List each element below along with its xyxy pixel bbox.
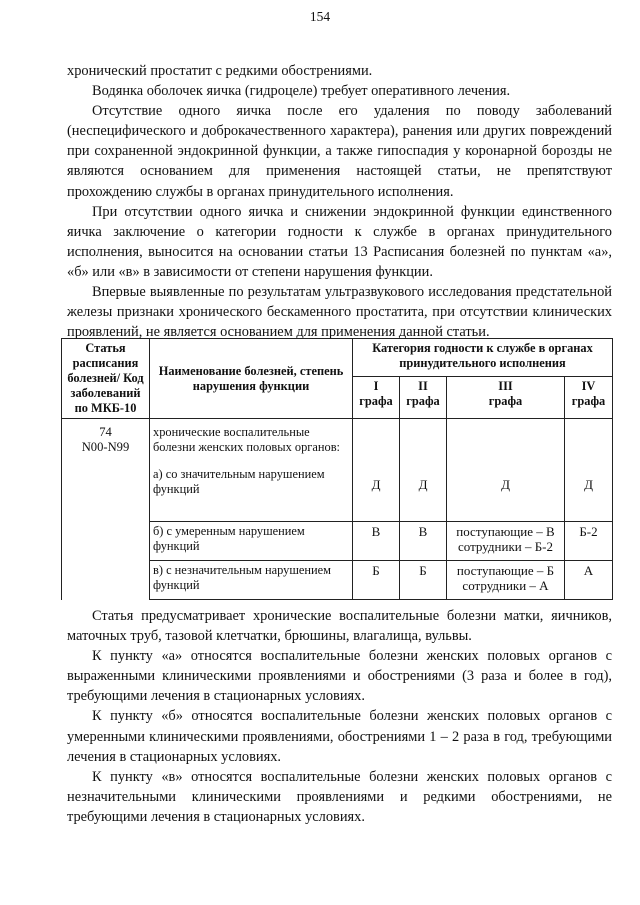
header-category: Категория годности к службе в органах принудительного исполнения: [353, 339, 613, 377]
grade-b-2: В: [400, 522, 447, 561]
header-article-code: Статья расписания болезней/ Код заболеваний по МКБ-10: [62, 339, 150, 419]
grade-a-3: Д: [447, 419, 565, 522]
article-number: 74: [99, 425, 112, 439]
top-text: [67, 61, 612, 342]
icd-code: N00-N99: [81, 440, 130, 454]
paragraph-4: При отсутствии одного яичка и снижении эндокринной функции единственного яичка заключение о категории годности к службе в органах принудительного исполнения, выносится на основании статьи 13 Расписания болезней по пунктам «а», «б» или «в» в зависимости от степени нарушения функции.: [67, 203, 612, 280]
disease-item-b: б) с умеренным нарушением функций: [150, 522, 353, 561]
header-grafa-4: IV графа: [565, 377, 613, 419]
grade-a-1: Д: [353, 419, 400, 522]
grade-c-2: Б: [400, 561, 447, 600]
grade-b-1: В: [353, 522, 400, 561]
grade-a-4: Д: [565, 419, 613, 522]
bottom-text: [67, 606, 612, 827]
disease-item-c: в) с незначительным нарушением функций: [150, 561, 353, 600]
paragraph-5: Впервые выявленные по результатам ультразвукового исследования предстательной железы признаки хронического бескаменного простатита, при отсутствии клинических проявлений, не является основанием для применения данной статьи.: [67, 284, 612, 341]
grade-b-4: Б-2: [565, 522, 613, 561]
paragraph-1: хронический простатит с редкими обострениями.: [67, 63, 373, 79]
disease-name-cell: [150, 419, 353, 522]
article-code-cell: [62, 419, 150, 600]
disease-item-a: а) со значительным нарушением функций: [153, 467, 325, 496]
paragraph-7: К пункту «а» относятся воспалительные болезни женских половых органов с выраженными клиническими проявлениями и обострениями (3 раза и более в год), требующими лечения в стационарных условиях.: [67, 648, 612, 705]
paragraph-6: Статья предусматривает хронические воспалительные болезни матки, яичников, маточных труб, тазовой клетчатки, брюшины, влагалища, вульвы.: [67, 608, 612, 645]
disease-intro: хронические воспалительные болезни женских половых органов:: [153, 425, 340, 454]
grade-c-3: поступающие – Б сотрудники – А: [447, 561, 565, 600]
header-disease-name: Наименование болезней, степень нарушения функции: [150, 339, 353, 419]
grade-c-4: А: [565, 561, 613, 600]
page-number: 154: [309, 9, 331, 24]
paragraph-2: Водянка оболочек яичка (гидроцеле) требует оперативного лечения.: [92, 83, 511, 100]
paragraph-9: К пункту «в» относятся воспалительные болезни женских половых органов с незначительными клиническими проявлениями и редкими обострениями, не требующими лечения в стационарных условиях.: [67, 768, 612, 825]
grade-b-3: поступающие – В сотрудники – Б-2: [447, 522, 565, 561]
table-row: [62, 419, 613, 522]
grade-c-1: Б: [353, 561, 400, 600]
header-grafa-3: III графа: [447, 377, 565, 419]
header-grafa-2: II графа: [400, 377, 447, 419]
category-table: [61, 338, 613, 600]
paragraph-3: Отсутствие одного яичка после его удаления по поводу заболеваний (неспецифического и доброкачественного характера), ранения или других повреждений при сохраненной эндокринной функции, а также гипоспадия у коронарной борозды не являются основанием для применения настоящей статьи, не препятствуют прохождению службы в органах принудительного исполнения.: [67, 103, 612, 200]
grade-a-2: Д: [400, 419, 447, 522]
header-grafa-1: I графа: [353, 377, 400, 419]
paragraph-8: К пункту «б» относятся воспалительные болезни женских половых органов с умеренными клиническими проявлениями, обострениями 1 – 2 раза в год, требующими лечения в стационарных условиях.: [67, 708, 612, 765]
